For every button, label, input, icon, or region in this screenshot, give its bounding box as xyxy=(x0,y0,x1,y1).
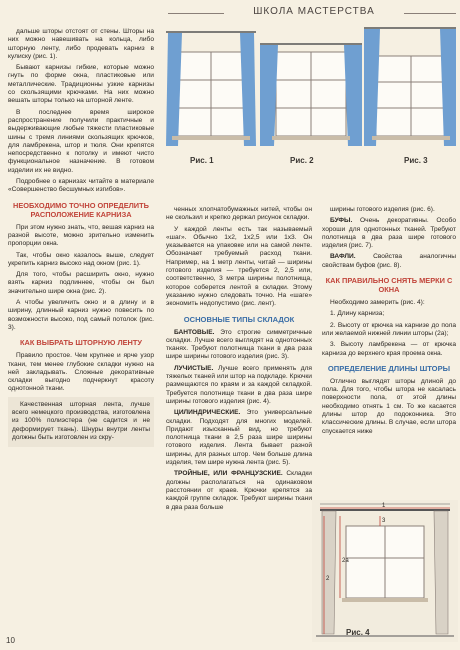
section-heading: ОПРЕДЕЛЕНИЕ ДЛИНЫ ШТОРЫ xyxy=(327,363,451,373)
paragraph: ширины готового изделия (рис. 6). xyxy=(330,206,435,213)
section-heading: КАК ВЫБРАТЬ ШТОРНУЮ ЛЕНТУ xyxy=(19,338,143,348)
figure-4-caption: Рис. 4 xyxy=(346,628,370,637)
figure-1-caption: Рис. 1 xyxy=(190,156,214,165)
paragraph-text: Это строгие симметричные складки. Лучше всего выглядят на однотонных тканях. Требуют полотнища ткани в два раза шире ширины готового изделия (рис. 3). xyxy=(166,328,312,361)
paragraph xyxy=(166,409,312,467)
paragraph: Подробнее о карнизах читайте в материале «Совершенство бесшумных изгибов». xyxy=(8,178,154,194)
paragraph-text: Лучше всего применять для тяжелых тканей или штор на подкладе. Крючки размещаются по краям и за каждой складкой. Требуется полотнище ткани в два раза шире ширины готового изделия (рис. 4). xyxy=(166,364,312,405)
term: БУФЫ. xyxy=(330,217,353,225)
term: ВАФЛИ. xyxy=(330,253,356,261)
paragraph: ченных хлопчатобумажных нитей, чтобы он не скользил и крепко держал рисунок складки. xyxy=(166,206,312,222)
paragraph xyxy=(166,329,312,362)
paragraph xyxy=(322,217,456,250)
window-figures xyxy=(164,24,458,168)
page-number: 10 xyxy=(6,636,15,645)
term: ЛУЧИСТЫЕ. xyxy=(174,364,214,372)
paragraph: Так, чтобы окно казалось выше, следует укрепить карниз высоко над окном (рис. 1). xyxy=(8,251,154,267)
text-column-1 xyxy=(8,28,154,450)
paragraph-text: Свойства аналогичны свойствам буфов (рис. 8). xyxy=(322,253,456,269)
figure-2-caption: Рис. 2 xyxy=(290,156,314,165)
paragraph: Бывают карнизы гибкие, которые можно гнуть по форме окна, пластиковые или металлические. Традиционны узкие карнизы со скользящими крючками. На них можно вешать шторы только на шторной ленте. xyxy=(8,64,154,105)
measure-item: 1. Длину карниза; xyxy=(330,310,385,318)
paragraph-text: Складки должны располагаться на одинаковом расстоянии от краев. Крючки крепятся за каждой группе складок. Требуют ширины ткани в два раза больше xyxy=(166,470,312,511)
measure-item: 3. Высоту ламбрекена — от крючка карниза до верхнего края проема окна. xyxy=(322,341,456,357)
section-header-title: ШКОЛА МАСТЕРСТВА xyxy=(253,6,375,17)
figure-4-label: 1 xyxy=(382,503,386,509)
term: ТРОЙНЫЕ, ИЛИ ФРАНЦУЗСКИЕ. xyxy=(174,470,283,478)
paragraph-text: Это универсальные складки. Подходят для многих моделей. Придают изысканный вид, но требуют полотнища ткани в 2,5 раза шире ширины готового изделия. Лента бывает разной ширины, для разных штор. Чем больше длина изделия, тем шире нужна лента (рис. 5). xyxy=(166,409,312,467)
term: БАНТОВЫЕ. xyxy=(174,328,215,336)
paragraph: Для того, чтобы расширить окно, нужно взять карниз подлиннее, чтобы он был значительно шире окна (рис. 2). xyxy=(8,271,154,295)
figure-4-label: 2 xyxy=(326,576,330,582)
paragraph: А чтобы увеличить окно и в длину и в ширину, длинный карниз нужно повесить по возможности высоко, под самый потолок (рис. 3). xyxy=(8,299,154,331)
paragraph: При этом нужно знать, что, вешая карниз на разной высоте, можно зрительно изменить пропорции окна. xyxy=(8,223,154,248)
paragraph: Правило простое. Чем крупнее и ярче узор ткани, тем менее глубокие складки нужно на ней закладывать. Сложные декоративные складки выгодно подчеркнут красоту однотонной ткани. xyxy=(8,352,154,393)
paragraph xyxy=(166,470,312,511)
figure-4-label: 2а xyxy=(342,558,349,564)
paragraph: В последнее время широкое распространение получили практичные и выдерживающие любые тяжести пластиковые шины с тремя линиями скользящих крючков, для ламбрекена, штор и тюля. Они крепятся непосредственно к потолку и имеют чисто функциональное назначение. В готовом изделии их не видно. xyxy=(8,108,154,174)
shaded-box xyxy=(8,397,154,447)
paragraph xyxy=(322,253,456,270)
section-heading: ОСНОВНЫЕ ТИПЫ СКЛАДОК xyxy=(183,314,295,324)
text-column-2 xyxy=(166,206,312,515)
section-heading: КАК ПРАВИЛЬНО СНЯТЬ МЕРКИ С ОКНА xyxy=(325,276,453,295)
term: ЦИЛИНДРИЧЕСКИЕ. xyxy=(174,409,241,417)
paragraph-text: Очень декоративны. Особо хороши для однотонных тканей. Требуют полотнища в два раза шире готового изделия (рис. 7). xyxy=(322,217,456,250)
figure-3 xyxy=(364,28,456,146)
figure-2 xyxy=(260,44,362,146)
paragraph: Отлично выглядят шторы длиной до пола. Для того, чтобы штора не касалась поверхности пола, от этой длины необходимо отнять 1 см. То же касается длины штор до подоконника. Это классические длины. В случае, если штора спускается ниже xyxy=(322,377,456,435)
header-rule-right xyxy=(404,13,456,14)
section-heading: НЕОБХОДИМО ТОЧНО ОПРЕДЕЛИТЬ РАСПОЛОЖЕНИЕ КАРНИЗА xyxy=(13,200,149,219)
paragraph xyxy=(166,365,312,406)
figure-3-caption: Рис. 3 xyxy=(404,156,428,165)
text-column-3 xyxy=(322,206,456,439)
paragraph: Качественная шторная лента, лучше всего немецкого производства, изготовлена из 100% полиэстера (не садится и не деформирует ткань). Шнуры внутри ленты должны быть изготовлен из скру- xyxy=(12,400,150,441)
figure-4-label: 3 xyxy=(382,518,386,524)
paragraph: У каждой ленты есть так называемый «шаг». Обычно 1х2, 1х2,5 или 1х3. Он указывается на упаковке или на самой ленте. Обозначает требуемый расход ткани. Например, на 1 метр ленты, читай — ширины готового изделия — требуется 2, 2,5 или, соответственно, 3 метра ширины полотнища, которое соберется лентой в складки. Этому указанию нужно следовать точно. На «шаге» экономить недопустимо (рис. лент). xyxy=(166,225,312,308)
figure-4 xyxy=(312,500,458,642)
figure-1 xyxy=(166,32,256,146)
paragraph: Необходимо замерить (рис. 4): xyxy=(330,299,425,307)
paragraph: дальше шторы отстоят от стены. Шторы на них можно навешивать на кольца, либо шторную ленту, либо продевать карниз в кулиску (рис. 1). xyxy=(8,28,154,60)
measure-item: 2. Высоту от крючка на карнизе до пола или желаемой нижней линии шторы (2а); xyxy=(322,321,456,337)
